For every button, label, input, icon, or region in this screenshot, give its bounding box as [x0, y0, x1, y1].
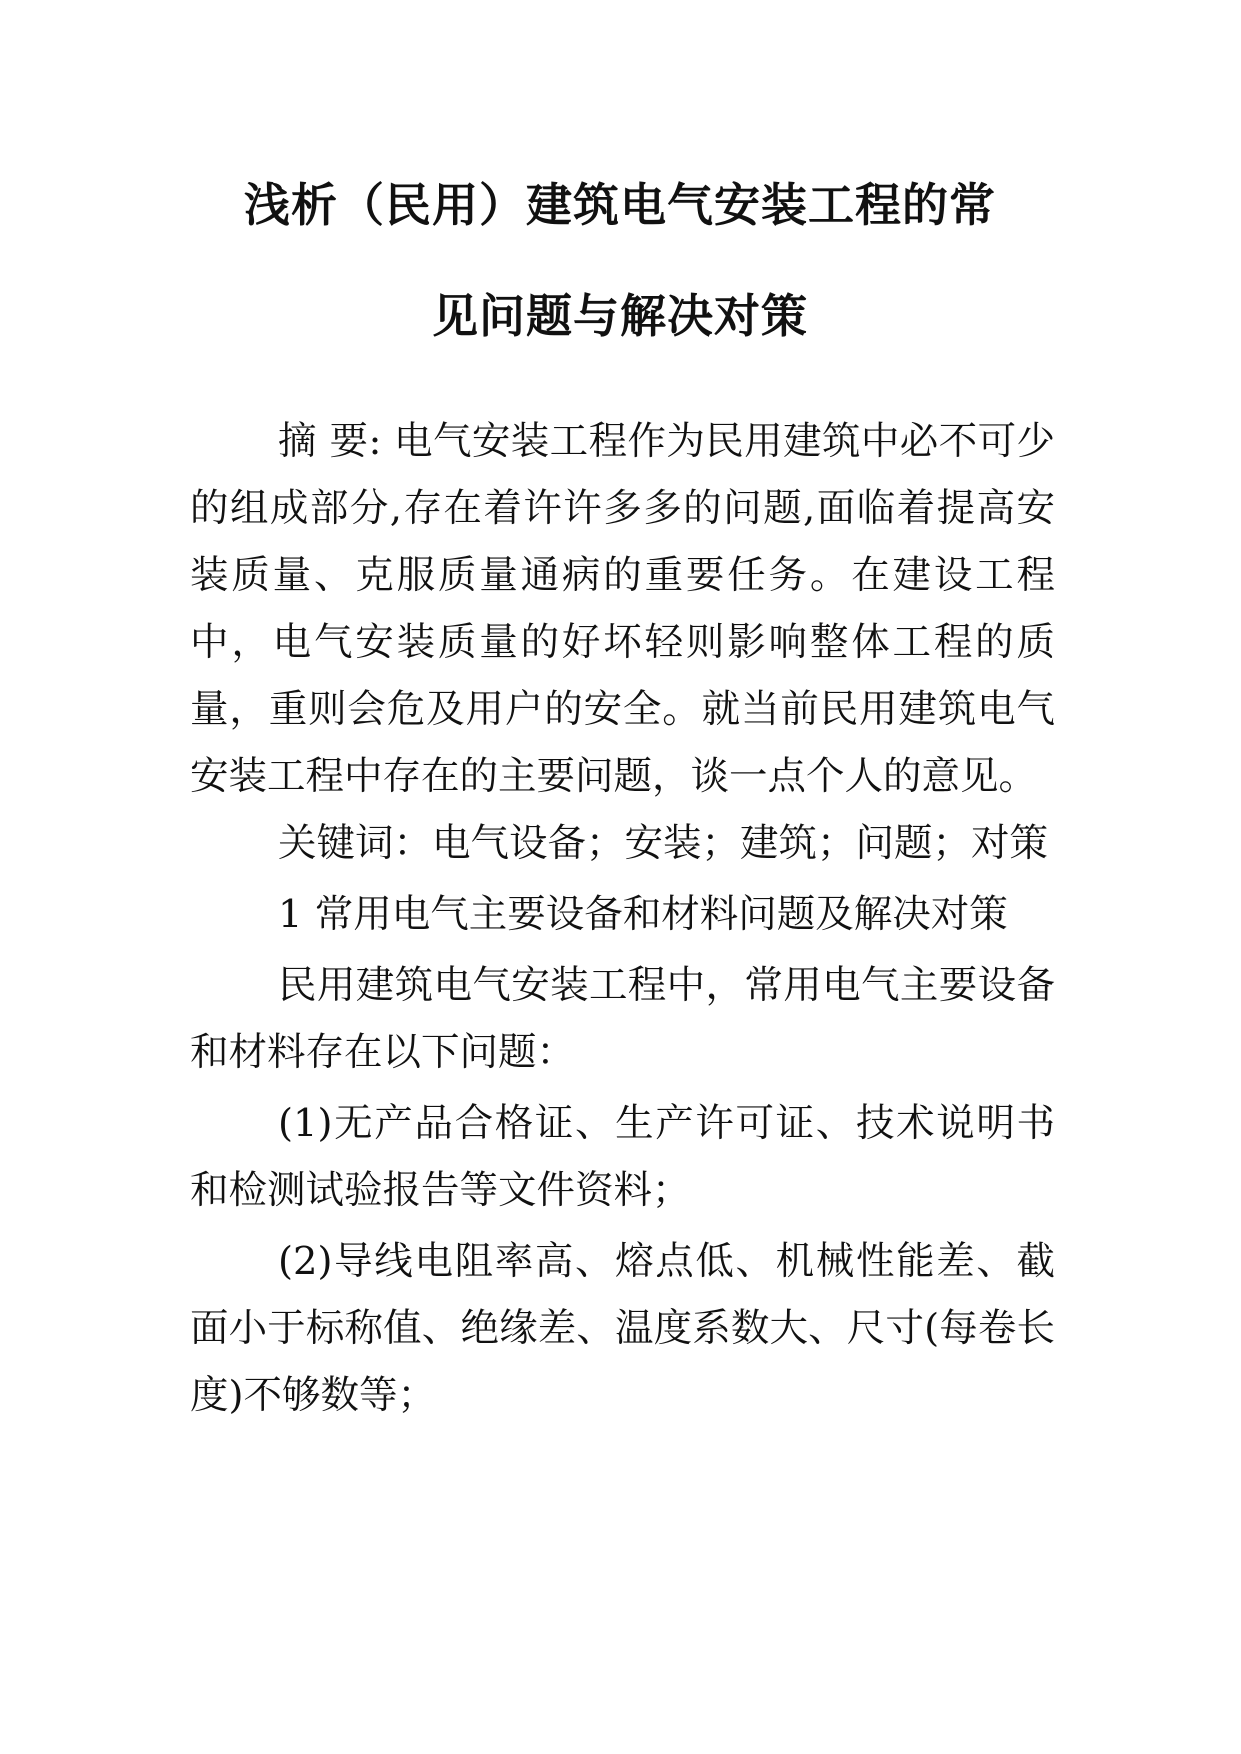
list-item-2: (2)导线电阻率高、熔点低、机械性能差、截面小于标称值、绝缘差、温度系数大、尺寸(每卷长度)不够数等； — [190, 1239, 1055, 1418]
title-line-2: 见问题与解决对策 — [432, 289, 808, 343]
title-line-1: 浅析（民用）建筑电气安装工程的常 — [244, 178, 996, 232]
document-body — [190, 408, 1055, 1429]
body-paragraph: 民用建筑电气安装工程中，常用电气主要设备和材料存在以下问题： — [190, 963, 1055, 1075]
section-heading-1: 1 常用电气主要设备和材料问题及解决对策 — [278, 892, 1008, 937]
abstract-paragraph: 摘 要: 电气安装工程作为民用建筑中必不可少的组成部分,存在着许许多多的问题,面临着提高安装质量、克服质量通病的重要任务。在建设工程中，电气安装质量的好坏轻则影响整体工程的质量，重则会危及用户的安全。就当前民用建筑电气安装工程中存在的主要问题，谈一点个人的意见。 — [190, 419, 1055, 799]
document-title — [190, 150, 1050, 372]
keywords-paragraph: 关键词：电气设备；安装；建筑；问题；对策 — [278, 821, 1049, 866]
list-item-1: (1)无产品合格证、生产许可证、技术说明书和检测试验报告等文件资料； — [190, 1101, 1055, 1213]
